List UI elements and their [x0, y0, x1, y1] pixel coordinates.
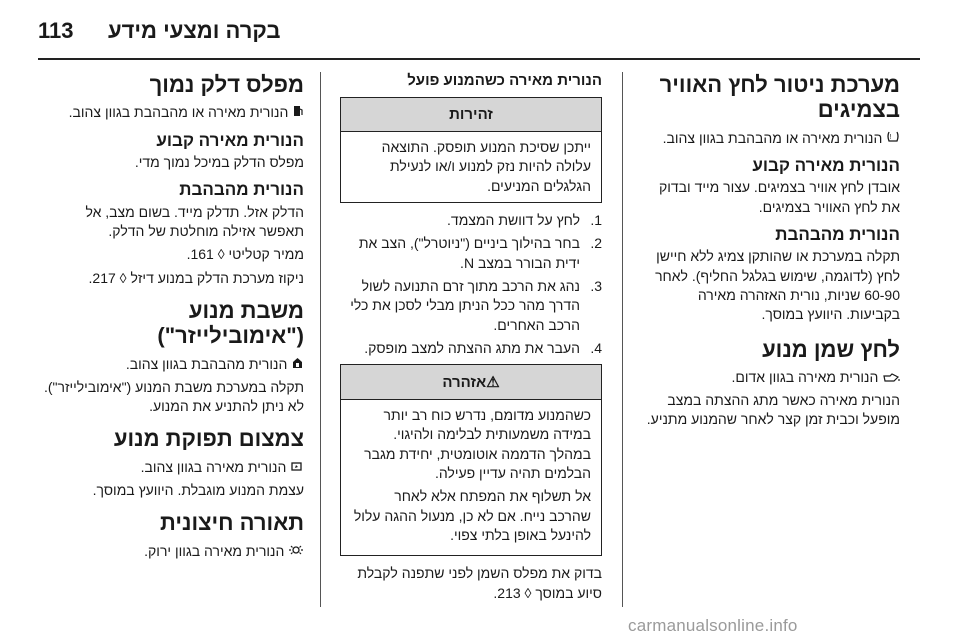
svg-text:!: !: [889, 133, 892, 141]
list-item: 1. לחץ על דוושת המצמד.: [447, 211, 602, 228]
reduced-power-heading: צמצום תפוקת מנוע: [113, 426, 304, 452]
engine-running-title: הנורית מאירה כשהמנוע פועל: [407, 72, 602, 89]
list-item: 4. העבר את מתג ההצתה למצב מופסק.: [364, 339, 602, 356]
exterior-light-intro: הנורית מאירה בגוון ירוק.: [38, 542, 304, 561]
oil-pressure-text: הנורית מאירה כאשר מתג ההצתה במצב מופעל וכבית זמן קצר לאחר שהמנוע מתניע.: [646, 392, 900, 428]
immobilizer-text: תקלה במערכת משבת המנוע ("אימובילייזר"). לא ניתן להתניע את המנוע.: [43, 378, 304, 415]
engine-power-icon: [286, 460, 304, 475]
header-rule: [38, 58, 920, 60]
immobilizer-icon: [287, 357, 304, 372]
column-divider-right: [622, 72, 623, 607]
tire-steady-title: הנורית מאירה קבוע: [752, 155, 900, 175]
tire-pressure-icon: [882, 131, 900, 146]
reference-arrow-icon: ◊: [119, 269, 127, 286]
page-number: 113: [38, 18, 74, 43]
list-item: 3. נהג את הרכב מתוך זרם התנועה לשול הדרך מהר ככל הניתן מבלי לסכן את כלי הרכב האחרים.: [350, 277, 602, 333]
warning-triangle-icon: ⚠: [486, 374, 500, 392]
left-column: [38, 72, 304, 565]
caution-box: [340, 97, 602, 203]
oil-level-footer: בדוק את מפלס השמן לפני שתפנה לקבלת סיוע במוסך ◊ 213.: [357, 565, 602, 601]
tire-blink-title: הנורית מהבהבת: [775, 224, 900, 244]
catalytic-reference: ממיר קטליטי ◊ 161.: [186, 246, 304, 263]
warning-box-p1: כשהמנוע מדומם, נדרש כוח רב יותר במידה משמעותית לבלימה ולהיגוי. במהלך הדממה אוטומטית, יחידת מגבר הבלמים תהיה עדיין פעילה.: [364, 407, 591, 482]
reduced-power-text: עצמת המנוע מוגבלת. היוועץ במוסך.: [92, 482, 304, 499]
warning-box-p2: אל תשלוף את המפתח אלא לאחר שהרכב נייח. אם לא כן, מנעול ההגה עלול להינעל באופן בלתי צפוי.: [353, 488, 591, 543]
warning-box: [340, 364, 602, 556]
list-item: 2. בחר בהילוך ביניים ("ניוטרל"), הצב את ידית הבורר במצב N.: [358, 235, 602, 271]
caution-box-text: ייתכן שסיכת המנוע תופסק. התוצאה עלולה להיות נזק למנוע ו/או לנעילת הגלגלים המניעים.: [381, 139, 591, 194]
page-title: בקרה ומצעי מידע: [108, 18, 281, 43]
tire-steady-text: אובדן לחץ אוויר בצמיגים. עצור מייד ובדוק את לחץ האוויר בצמיגים.: [659, 179, 900, 215]
oil-pressure-intro: הנורית מאירה בגוון אדום.: [642, 368, 900, 387]
low-fuel-intro: הנורית מאירה או מהבהבת בגוון צהוב.: [38, 103, 304, 122]
fuel-pump-icon: [288, 105, 304, 120]
reduced-power-intro: הנורית מאירה בגוון צהוב.: [38, 458, 304, 477]
immobilizer-intro: הנורית מהבהבת בגוון צהוב.: [38, 355, 304, 374]
fuel-steady-text: מפלס הדלק במיכל נמוך מדי.: [134, 154, 304, 170]
column-divider-left: [320, 72, 321, 607]
immobilizer-heading: משבת מנוע ("אימובילייזר"): [157, 297, 304, 349]
right-column: [642, 72, 900, 434]
diesel-bleed-reference: ניקוז מערכת הדלק במנוע דיזל ◊ 217.: [88, 269, 304, 286]
oil-pressure-heading: לחץ שמן מנוע: [762, 336, 900, 362]
tire-pressure-heading: מערכת ניטור לחץ האוויר בצמיגים: [659, 72, 900, 123]
reference-arrow-icon: ◊: [524, 584, 532, 601]
exterior-light-heading: תאורה חיצונית: [160, 510, 304, 536]
reference-arrow-icon: ◊: [217, 246, 225, 263]
fuel-blink-title: הנורית מהבהבת: [179, 180, 304, 200]
page-header: [0, 0, 960, 58]
steps-list: [340, 211, 602, 358]
tire-pressure-intro: ! הנורית מאירה או מהבהבת בגוון צהוב.: [642, 129, 900, 148]
middle-column: [340, 72, 602, 607]
oil-can-icon: [878, 370, 900, 385]
exterior-light-icon: [284, 544, 304, 559]
warning-box-head: ⚠אזהרה: [341, 365, 601, 400]
low-fuel-heading: מפלס דלק נמוך: [149, 72, 304, 97]
tire-blink-text: תקלה במערכת או שהותקן צמיג ללא חיישן לחץ (לדוגמה, שימוש בגלגל החליף). לאחר 60-90 שניות, נורית האזהרה מאירה בקביעות. היוועץ במוסך.: [655, 248, 900, 323]
watermark: carmanualsonline.info: [628, 616, 798, 635]
fuel-blink-text: הדלק אזל. תדלק מייד. בשום מצב, אל תאפשר אזילה מוחלטת של הדלק.: [85, 203, 304, 240]
caution-box-head: זהירות: [341, 98, 601, 132]
fuel-steady-title: הנורית מאירה קבוע: [156, 130, 304, 150]
